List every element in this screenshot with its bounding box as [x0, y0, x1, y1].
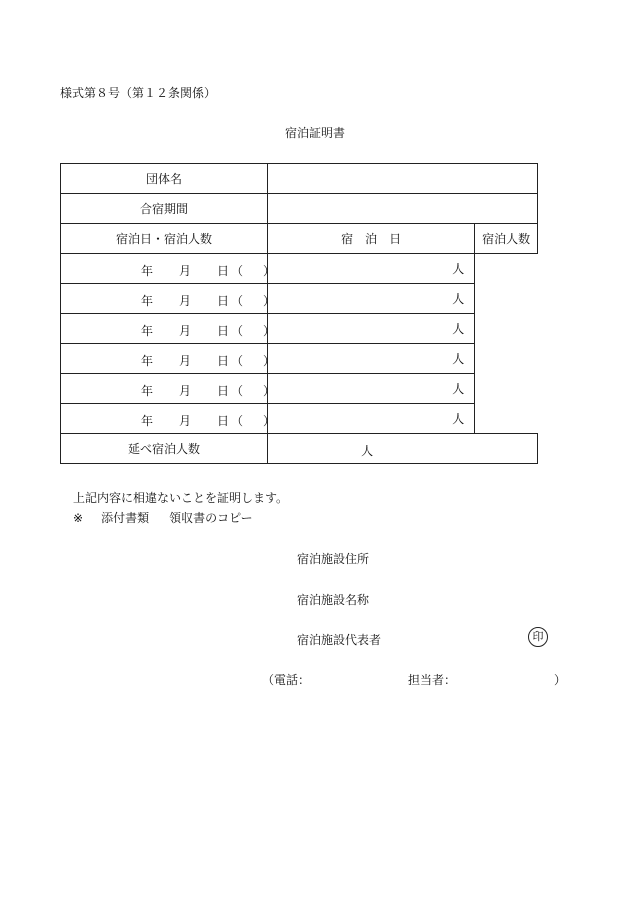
- year-unit: 年: [141, 294, 154, 308]
- stay-count-cell[interactable]: 人: [268, 284, 475, 314]
- seal-mark: 印: [528, 627, 548, 647]
- stay-count-cell[interactable]: 人: [268, 344, 475, 374]
- stay-header-row: [61, 224, 538, 254]
- total-field[interactable]: [268, 434, 538, 464]
- contact-line: [262, 671, 567, 687]
- stay-count-cell[interactable]: 人: [268, 314, 475, 344]
- stay-rows: [61, 254, 538, 434]
- stay-row: [61, 374, 538, 404]
- stay-row: [61, 344, 538, 374]
- contact-close-paren: ）: [554, 673, 567, 687]
- camp-period-field[interactable]: [268, 194, 538, 224]
- year-unit: 年: [141, 354, 154, 368]
- month-unit: 月: [179, 414, 192, 428]
- day-unit: 日: [217, 384, 230, 398]
- total-label: 延べ宿泊人数: [61, 434, 268, 464]
- camp-period-label: 合宿期間: [61, 194, 268, 224]
- day-unit: 日: [217, 414, 230, 428]
- year-unit: 年: [141, 324, 154, 338]
- stay-row: [61, 314, 538, 344]
- month-unit: 月: [179, 324, 192, 338]
- weekday-open-paren: （: [231, 294, 244, 308]
- weekday-close-paren: ）: [263, 264, 276, 278]
- month-unit: 月: [179, 384, 192, 398]
- certify-text: 上記内容に相違ないことを証明します。: [73, 491, 289, 505]
- weekday-close-paren: ）: [263, 414, 276, 428]
- year-unit: 年: [141, 384, 154, 398]
- stay-count-header: 宿泊人数: [475, 224, 538, 254]
- stay-section-label: 宿泊日・宿泊人数: [61, 224, 268, 254]
- stay-row: [61, 404, 538, 434]
- form-number: 様式第８号（第１２条関係）: [60, 86, 217, 100]
- group-name-row: [61, 164, 538, 194]
- weekday-close-paren: ）: [263, 384, 276, 398]
- stay-row: [61, 254, 538, 284]
- stay-count-cell[interactable]: 人: [268, 254, 475, 284]
- weekday-close-paren: ）: [263, 294, 276, 308]
- year-unit: 年: [141, 414, 154, 428]
- facility-representative-label: 宿泊施設代表者: [297, 633, 382, 647]
- month-unit: 月: [179, 354, 192, 368]
- stay-date-header: 宿 泊 日: [268, 224, 475, 254]
- day-unit: 日: [217, 324, 230, 338]
- day-unit: 日: [217, 354, 230, 368]
- attachment-label: 添付書類: [101, 511, 150, 525]
- attachment-mark: ※: [73, 511, 84, 525]
- stay-count-cell[interactable]: 人: [268, 404, 475, 434]
- stay-certificate-table: [60, 163, 538, 464]
- weekday-close-paren: ）: [263, 354, 276, 368]
- phone-label: （電話：: [262, 673, 311, 687]
- stay-date-cell[interactable]: [61, 374, 276, 404]
- document-title: 宿泊証明書: [284, 126, 345, 140]
- stay-row: [61, 284, 538, 314]
- stay-date-cell[interactable]: [61, 344, 276, 374]
- month-unit: 月: [179, 294, 192, 308]
- weekday-open-paren: （: [231, 264, 244, 278]
- contact-person-label: 担当者：: [408, 673, 457, 687]
- group-name-label: 団体名: [61, 164, 268, 194]
- camp-period-row: [61, 194, 538, 224]
- day-unit: 日: [217, 264, 230, 278]
- stay-date-cell[interactable]: [61, 254, 276, 284]
- weekday-open-paren: （: [231, 354, 244, 368]
- day-unit: 日: [217, 294, 230, 308]
- year-unit: 年: [141, 264, 154, 278]
- stay-date-cell[interactable]: [61, 404, 276, 434]
- group-name-field[interactable]: [268, 164, 538, 194]
- weekday-open-paren: （: [231, 324, 244, 338]
- month-unit: 月: [179, 264, 192, 278]
- stay-count-cell[interactable]: 人: [268, 374, 475, 404]
- facility-name-label: 宿泊施設名称: [297, 593, 370, 607]
- weekday-close-paren: ）: [263, 324, 276, 338]
- weekday-open-paren: （: [231, 384, 244, 398]
- weekday-open-paren: （: [231, 414, 244, 428]
- facility-address-label: 宿泊施設住所: [297, 552, 370, 566]
- attachment-value: 領収書のコピー: [169, 511, 253, 525]
- attachment-line: [73, 509, 253, 526]
- total-unit: 人: [361, 444, 374, 458]
- total-row: [61, 434, 538, 464]
- stay-date-cell[interactable]: [61, 314, 276, 344]
- stay-date-cell[interactable]: [61, 284, 276, 314]
